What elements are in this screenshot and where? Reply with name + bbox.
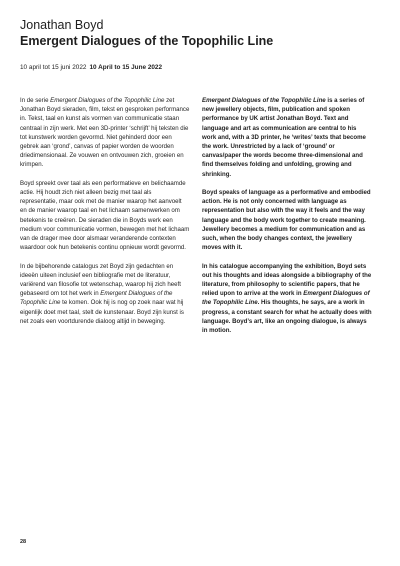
dutch-p1-text-b: zet Jonathan Boyd sieraden, film, tekst en gesproken performance in. Tekst, taal en kunst als vormen van communicatie staan centraal in zijn werk. Met een 3D-printer ‘schrijft’ hij teksten die tot kunstwerk worden gevormd. Niet gehinderd door een gebrek aan ‘grond’, canvas of papier worden de woorden driedimensionaal. Ze vouwen en ontvouwen zich, groeien en krimpen. [20, 97, 190, 169]
english-p1-title-italic: Emergent Dialogues of the Topophilic Line [202, 97, 326, 104]
dutch-p3-text-a: In de bijbehorende catalogus zet Boyd zijn gedachten en ideeën uiteen inclusief een bibliografie met de literatuur, variërend van filosofie tot wetenschap, waarop hij zich heeft gebaseerd om tot het werk in [20, 262, 181, 298]
page-number: 28 [20, 539, 27, 545]
english-p3-title-italic: Emergent Dialogues of the Topophilic Line [202, 290, 370, 307]
dutch-paragraph-1 [20, 96, 190, 170]
dutch-paragraph-2: Boyd spreekt over taal als een performatieve en belichaamde actie. Hij houdt zich niet alleen bezig met taal als representatie, maar ook met de manier waarop het aanvoelt en de manier waarop taal en het lichaam samenwerken om betekenis te creëren. De sieraden die in Boyds werk een medium voor communicatie vormen, bewegen met het lichaam van de drager mee door alsmaar veranderende contexten waardoor ook hun betekenis continu opnieuw wordt gevormd. [20, 179, 190, 252]
english-paragraph-1 [202, 96, 372, 179]
english-paragraph-2: Boyd speaks of language as a performative and embodied action. He is not only concerned with language as representation but also with the way it feels and the way language and the body work together to create meaning. Jewellery becomes a medium for communication and as such, when the body changes context, the jewellery moves with it. [202, 189, 371, 252]
artist-name: Jonathan Boyd [20, 18, 104, 32]
dates-dutch: 10 april tot 15 juni 2022 [20, 64, 87, 71]
english-p3-text-b: . His thoughts, he says, are a work in progress, a constant search for what he actually does with language. Boyd’s art, like an ongoing dialogue, is always in motion. [202, 299, 372, 335]
exhibition-dates [20, 63, 162, 72]
english-p1-text: is a series of new jewellery objects, film, publication and spoken performance by UK artist Jonathan Boyd. Text and language and art as communication are central to his work and, with a 3D printer, he ‘writes’ texts that become the work. Unrestricted by a lack of ‘ground’ or canvas/paper the words become three-dimensional and find themselves folding and unfolding, growing and shrinking. [202, 97, 366, 178]
english-paragraph-3 [202, 262, 372, 336]
exhibition-title: Emergent Dialogues of the Topophilic Line [20, 34, 274, 48]
dutch-p1-text-a: In de serie [20, 97, 51, 104]
dutch-p1-title-italic: Emergent Dialogues of the Topophilic Line [50, 97, 165, 104]
english-p3-text-a: In his catalogue accompanying the exhibition, Boyd sets out his thoughts and ideas alongside a bibliography of the literature, from philosophy to scientific papers, that he relied upon to arrive at the work in [202, 262, 372, 298]
dutch-p3-title-italic: Emergent Dialogues of the Topophilic Line [20, 290, 173, 307]
dates-english: 10 April to 15 June 2022 [89, 64, 163, 71]
dutch-text-column [20, 96, 190, 335]
english-text-column [202, 96, 372, 344]
dutch-paragraph-3 [20, 262, 190, 326]
dutch-p3-text-b: te komen. Ook hij is nog op zoek naar wat hij eigenlijk doet met taal, stelt de kunstenaar. Boyd zijn kunst is net zoals een voortdurende dialoog altijd in beweging. [20, 299, 184, 325]
